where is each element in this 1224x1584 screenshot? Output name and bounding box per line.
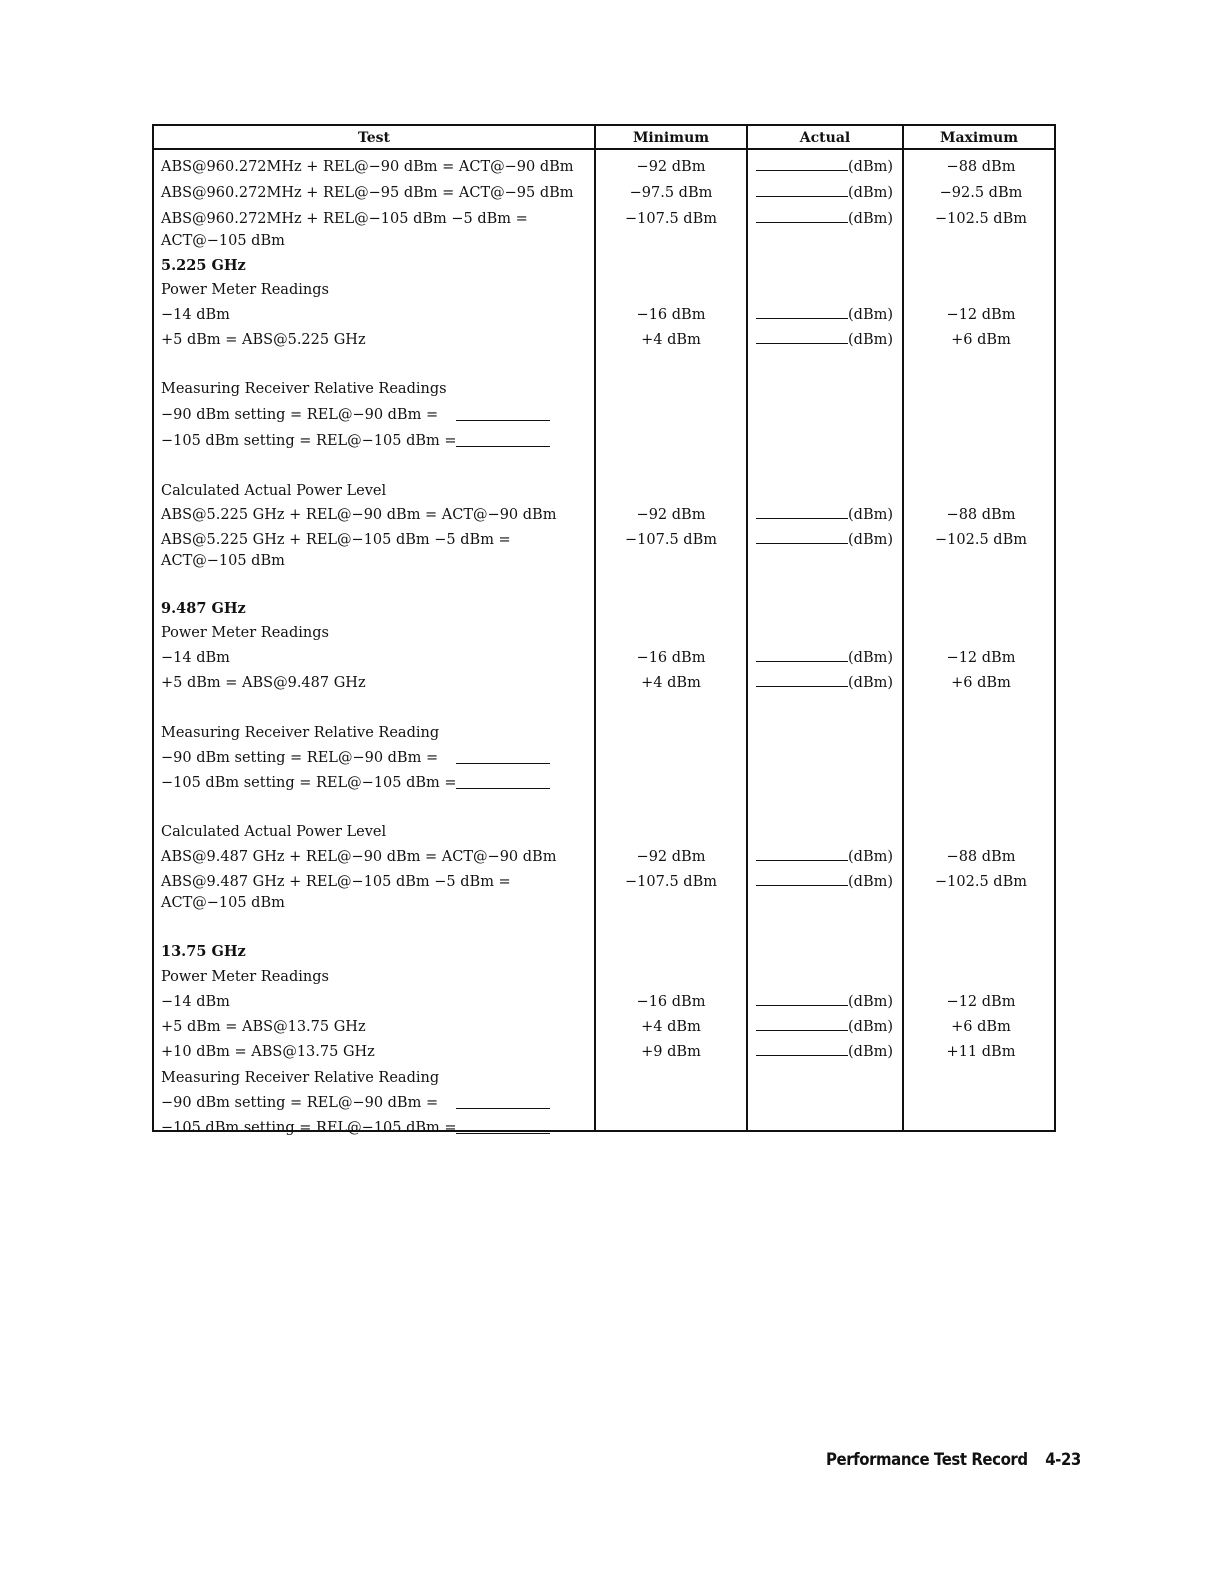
unit-label: (dBm) bbox=[848, 159, 894, 175]
maximum-cell: −12 dBm bbox=[946, 994, 1016, 1010]
actual-entry-line[interactable] bbox=[756, 993, 848, 1006]
actual-cell bbox=[752, 873, 900, 891]
minimum-cell: −107.5 dBm bbox=[625, 211, 717, 227]
test-cell: −90 dBm setting = REL@−90 dBm = bbox=[161, 1095, 439, 1111]
page-number: 4-23 bbox=[1045, 1450, 1081, 1470]
unit-label: (dBm) bbox=[848, 849, 894, 865]
test-cell: ACT@−105 dBm bbox=[161, 895, 285, 911]
maximum-cell: +11 dBm bbox=[946, 1044, 1016, 1060]
unit-label: (dBm) bbox=[848, 332, 894, 348]
test-cell: ABS@9.487 GHz + REL@−105 dBm −5 dBm = bbox=[161, 874, 511, 890]
actual-cell bbox=[752, 210, 900, 228]
minimum-cell: −107.5 dBm bbox=[625, 874, 717, 890]
actual-cell bbox=[752, 331, 900, 349]
header-actual: Actual bbox=[748, 126, 902, 150]
actual-cell bbox=[752, 1018, 900, 1036]
unit-label: (dBm) bbox=[848, 532, 894, 548]
minimum-cell: +4 dBm bbox=[641, 1019, 701, 1035]
unit-label: (dBm) bbox=[848, 650, 894, 666]
test-cell: −14 dBm bbox=[161, 650, 230, 666]
unit-label: (dBm) bbox=[848, 185, 894, 201]
actual-entry-line[interactable] bbox=[756, 848, 848, 861]
fill-in-blank[interactable] bbox=[456, 1121, 550, 1134]
test-cell: +5 dBm = ABS@9.487 GHz bbox=[161, 675, 366, 691]
fill-in-blank[interactable] bbox=[456, 776, 550, 789]
maximum-cell: +6 dBm bbox=[951, 675, 1011, 691]
maximum-cell: −88 dBm bbox=[946, 849, 1016, 865]
actual-entry-line[interactable] bbox=[756, 306, 848, 319]
actual-cell bbox=[752, 993, 900, 1011]
test-cell: −105 dBm setting = REL@−105 dBm = bbox=[161, 433, 457, 449]
minimum-cell: +9 dBm bbox=[641, 1044, 701, 1060]
unit-label: (dBm) bbox=[848, 211, 894, 227]
actual-cell bbox=[752, 506, 900, 524]
header-maximum: Maximum bbox=[904, 126, 1054, 150]
actual-entry-line[interactable] bbox=[756, 210, 848, 223]
minimum-cell: −92 dBm bbox=[636, 507, 706, 523]
test-cell: −90 dBm setting = REL@−90 dBm = bbox=[161, 750, 439, 766]
unit-label: (dBm) bbox=[848, 1019, 894, 1035]
maximum-cell: −12 dBm bbox=[946, 650, 1016, 666]
test-record-table bbox=[152, 124, 1056, 1136]
unit-label: (dBm) bbox=[848, 675, 894, 691]
fill-in-blank[interactable] bbox=[456, 434, 550, 447]
unit-label: (dBm) bbox=[848, 994, 894, 1010]
actual-cell bbox=[752, 158, 900, 176]
actual-entry-line[interactable] bbox=[756, 873, 848, 886]
column-divider bbox=[746, 126, 748, 1130]
column-divider bbox=[902, 126, 904, 1130]
test-cell: −90 dBm setting = REL@−90 dBm = bbox=[161, 407, 439, 423]
section-heading: 13.75 GHz bbox=[161, 943, 246, 960]
minimum-cell: −97.5 dBm bbox=[629, 185, 713, 201]
minimum-cell: +4 dBm bbox=[641, 675, 701, 691]
test-cell: ABS@5.225 GHz + REL@−90 dBm = ACT@−90 dBm bbox=[161, 507, 557, 523]
test-cell: Power Meter Readings bbox=[161, 969, 329, 985]
test-cell: −14 dBm bbox=[161, 994, 230, 1010]
actual-entry-line[interactable] bbox=[756, 1043, 848, 1056]
actual-cell bbox=[752, 848, 900, 866]
test-cell: ACT@−105 dBm bbox=[161, 233, 285, 249]
actual-cell bbox=[752, 674, 900, 692]
maximum-cell: +6 dBm bbox=[951, 332, 1011, 348]
maximum-cell: −92.5 dBm bbox=[939, 185, 1023, 201]
actual-cell bbox=[752, 1043, 900, 1061]
actual-cell bbox=[752, 531, 900, 549]
test-cell: −14 dBm bbox=[161, 307, 230, 323]
test-cell: Calculated Actual Power Level bbox=[161, 824, 387, 840]
test-cell: ACT@−105 dBm bbox=[161, 553, 285, 569]
header-test: Test bbox=[154, 126, 594, 150]
test-cell: Power Meter Readings bbox=[161, 625, 329, 641]
footer-title: Performance Test Record bbox=[826, 1450, 1028, 1470]
unit-label: (dBm) bbox=[848, 507, 894, 523]
test-cell: ABS@960.272MHz + REL@−95 dBm = ACT@−95 dBm bbox=[161, 185, 574, 201]
maximum-cell: −102.5 dBm bbox=[935, 874, 1027, 890]
header-minimum: Minimum bbox=[596, 126, 746, 150]
actual-cell bbox=[752, 306, 900, 324]
test-cell: Measuring Receiver Relative Readings bbox=[161, 381, 447, 397]
maximum-cell: −102.5 dBm bbox=[935, 532, 1027, 548]
maximum-cell: −88 dBm bbox=[946, 507, 1016, 523]
actual-entry-line[interactable] bbox=[756, 674, 848, 687]
actual-entry-line[interactable] bbox=[756, 331, 848, 344]
unit-label: (dBm) bbox=[848, 874, 894, 890]
section-heading: 5.225 GHz bbox=[161, 257, 246, 274]
actual-entry-line[interactable] bbox=[756, 531, 848, 544]
fill-in-blank[interactable] bbox=[456, 751, 550, 764]
test-cell: +5 dBm = ABS@13.75 GHz bbox=[161, 1019, 366, 1035]
actual-entry-line[interactable] bbox=[756, 1018, 848, 1031]
test-cell: +5 dBm = ABS@5.225 GHz bbox=[161, 332, 366, 348]
minimum-cell: −92 dBm bbox=[636, 849, 706, 865]
minimum-cell: −92 dBm bbox=[636, 159, 706, 175]
minimum-cell: −107.5 dBm bbox=[625, 532, 717, 548]
test-cell: −105 dBm setting = REL@−105 dBm = bbox=[161, 1120, 457, 1136]
minimum-cell: −16 dBm bbox=[636, 994, 706, 1010]
actual-entry-line[interactable] bbox=[756, 506, 848, 519]
test-cell: −105 dBm setting = REL@−105 dBm = bbox=[161, 775, 457, 791]
maximum-cell: −12 dBm bbox=[946, 307, 1016, 323]
page-footer bbox=[826, 1450, 1081, 1470]
test-cell: Measuring Receiver Relative Reading bbox=[161, 725, 440, 741]
fill-in-blank[interactable] bbox=[456, 1096, 550, 1109]
column-divider bbox=[594, 126, 596, 1130]
minimum-cell: −16 dBm bbox=[636, 307, 706, 323]
actual-cell bbox=[752, 649, 900, 667]
fill-in-blank[interactable] bbox=[456, 408, 550, 421]
test-cell: +10 dBm = ABS@13.75 GHz bbox=[161, 1044, 375, 1060]
test-cell: ABS@5.225 GHz + REL@−105 dBm −5 dBm = bbox=[161, 532, 511, 548]
maximum-cell: +6 dBm bbox=[951, 1019, 1011, 1035]
section-heading: 9.487 GHz bbox=[161, 600, 246, 617]
test-cell: Calculated Actual Power Level bbox=[161, 483, 387, 499]
unit-label: (dBm) bbox=[848, 1044, 894, 1060]
test-cell: Measuring Receiver Relative Reading bbox=[161, 1070, 440, 1086]
maximum-cell: −102.5 dBm bbox=[935, 211, 1027, 227]
actual-entry-line[interactable] bbox=[756, 158, 848, 171]
minimum-cell: −16 dBm bbox=[636, 650, 706, 666]
actual-cell bbox=[752, 184, 900, 202]
test-cell: Power Meter Readings bbox=[161, 282, 329, 298]
test-cell: ABS@9.487 GHz + REL@−90 dBm = ACT@−90 dBm bbox=[161, 849, 557, 865]
test-cell: ABS@960.272MHz + REL@−105 dBm −5 dBm = bbox=[161, 211, 528, 227]
minimum-cell: +4 dBm bbox=[641, 332, 701, 348]
unit-label: (dBm) bbox=[848, 307, 894, 323]
actual-entry-line[interactable] bbox=[756, 184, 848, 197]
test-cell: ABS@960.272MHz + REL@−90 dBm = ACT@−90 dBm bbox=[161, 159, 574, 175]
maximum-cell: −88 dBm bbox=[946, 159, 1016, 175]
actual-entry-line[interactable] bbox=[756, 649, 848, 662]
